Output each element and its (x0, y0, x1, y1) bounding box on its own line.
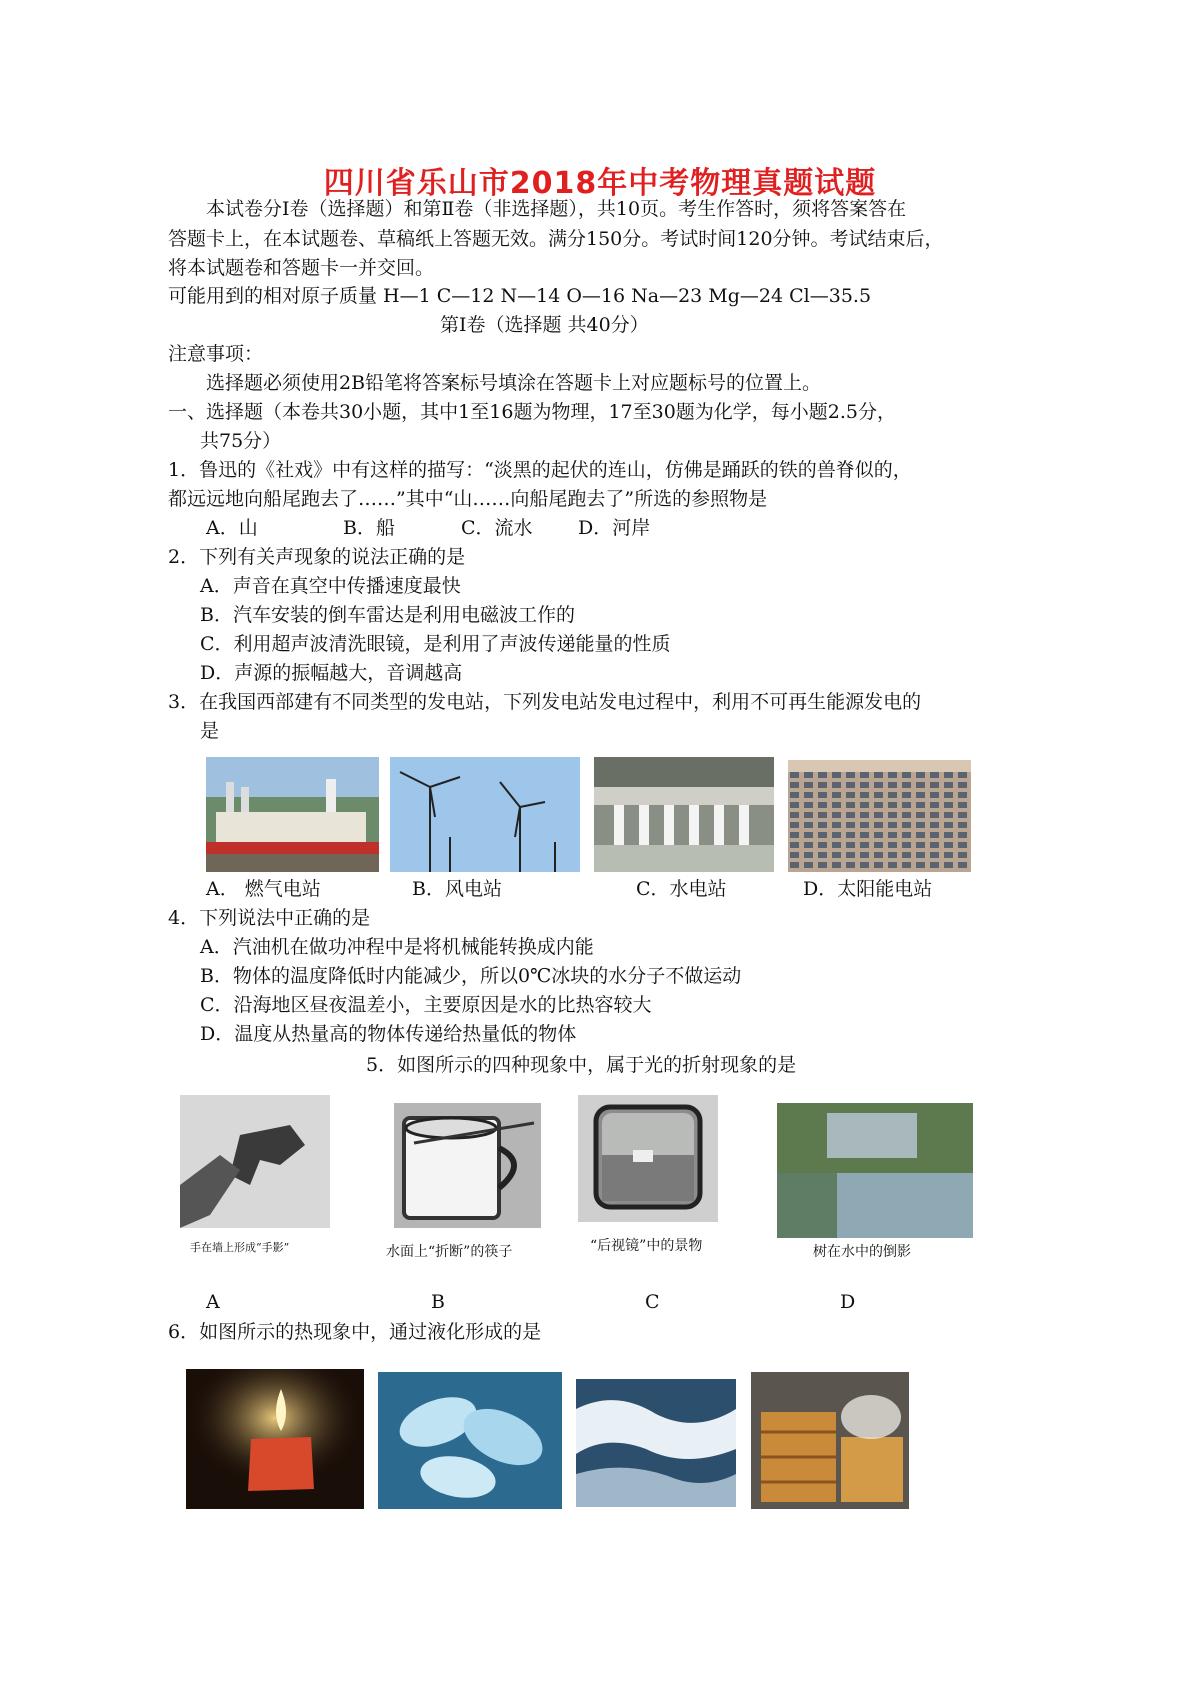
q3-caption-b: B．风电站 (412, 878, 502, 900)
q1-option-c: C．流水 (461, 517, 533, 539)
q5-caption-b: 水面上“折断”的筷子 (386, 1244, 513, 1260)
atomic-masses: 可能用到的相对原子质量 H—1 C—12 N—14 O—16 Na—23 Mg—24 Cl—35.5 (168, 285, 872, 307)
q5-letter-d: D (840, 1291, 856, 1313)
q2-stem: 2．下列有关声现象的说法正确的是 (168, 546, 466, 568)
q5-caption-c: “后视镜”中的景物 (590, 1238, 703, 1254)
q3-caption-c: C．水电站 (636, 878, 727, 900)
steamer-image (751, 1372, 909, 1509)
hydro-power-station-image (594, 757, 774, 872)
gas-power-station-image (206, 757, 379, 872)
q2-option-c: C．利用超声波清洗眼镜，是利用了声波传递能量的性质 (200, 633, 671, 655)
intro-line-1: 本试卷分Ⅰ卷（选择题）和第Ⅱ卷（非选择题），共10页。考生作答时，须将答案答在 (206, 198, 907, 220)
wind-power-station-image (390, 757, 580, 872)
rearview-mirror-image (578, 1095, 718, 1222)
q4-option-b: B．物体的温度降低时内能减少，所以0℃冰块的水分子不做运动 (200, 965, 742, 987)
q2-option-b: B．汽车安装的倒车雷达是利用电磁波工作的 (200, 604, 575, 626)
candle-image (186, 1369, 364, 1509)
q4-stem: 4．下列说法中正确的是 (168, 907, 371, 929)
q1-stem-line-2: 都远远地向船尾跑去了……”其中“山……向船尾跑去了”所选的参照物是 (168, 488, 768, 510)
q5-caption-a: 手在墙上形成“手影” (190, 1241, 290, 1254)
frost-leaves-image (378, 1372, 562, 1509)
q4-option-d: D．温度从热量高的物体传递给热量低的物体 (200, 1023, 577, 1045)
q1-option-d: D．河岸 (578, 517, 651, 539)
q6-stem: 6．如图所示的热现象中，通过液化形成的是 (168, 1321, 542, 1343)
q5-stem: 5．如图所示的四种现象中，属于光的折射现象的是 (366, 1054, 797, 1076)
notice-text: 选择题必须使用2B铅笔将答案标号填涂在答题卡上对应题标号的位置上。 (206, 372, 822, 394)
cup-chopstick-image (394, 1103, 541, 1228)
q3-caption-a: A． 燃气电站 (206, 878, 321, 900)
q5-caption-d: 树在水中的倒影 (813, 1244, 911, 1260)
melting-ice-image (576, 1379, 736, 1507)
intro-line-2: 答题卡上，在本试题卷、草稿纸上答题无效。满分150分。考试时间120分钟。考试结束后， (168, 228, 944, 250)
q5-letter-b: B (431, 1291, 445, 1313)
intro-line-3: 将本试题卷和答题卡一并交回。 (168, 257, 435, 279)
q1-option-b: B．船 (343, 517, 395, 539)
hand-shadow-image (180, 1095, 330, 1228)
tree-reflection-image (777, 1103, 973, 1238)
section-title: 第Ⅰ卷（选择题 共40分） (440, 314, 649, 336)
q5-letter-a: A (206, 1291, 220, 1313)
solar-power-station-image (788, 760, 971, 872)
q5-letter-c: C (645, 1291, 660, 1313)
q1-option-a: A．山 (206, 517, 258, 539)
q3-stem-line-2: 是 (200, 720, 220, 742)
q2-option-d: D．声源的振幅越大，音调越高 (200, 662, 463, 684)
q3-caption-d: D．太阳能电站 (803, 878, 933, 900)
q4-option-a: A．汽油机在做功冲程中是将机械能转换成内能 (200, 936, 594, 958)
part1-heading: 一、选择题（本卷共30小题，其中1至16题为物理，17至30题为化学，每小题2.5分， (168, 401, 897, 423)
q3-stem-line-1: 3．在我国西部建有不同类型的发电站，下列发电站发电过程中，利用不可再生能源发电的 (168, 691, 922, 713)
q4-option-c: C．沿海地区昼夜温差小，主要原因是水的比热容较大 (200, 994, 652, 1016)
q2-option-a: A．声音在真空中传播速度最快 (200, 575, 461, 597)
page-title: 四川省乐山市2018年中考物理真题试题 (323, 166, 877, 201)
notice-heading: 注意事项： (168, 343, 264, 365)
q1-stem-line-1: 1．鲁迅的《社戏》中有这样的描写：“淡黑的起伏的连山，仿佛是踊跃的铁的兽脊似的， (168, 459, 912, 481)
part1-heading-cont: 共75分） (200, 430, 282, 452)
